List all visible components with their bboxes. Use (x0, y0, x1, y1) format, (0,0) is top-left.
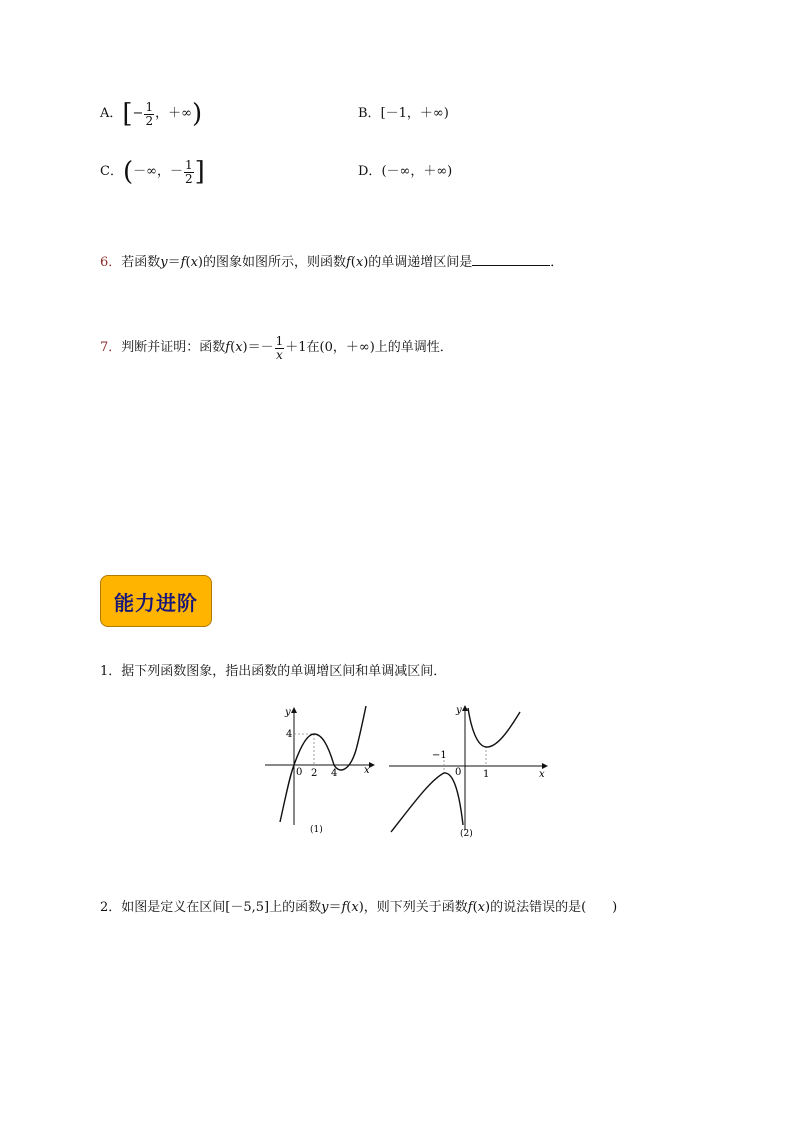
option-a-sign: − (132, 106, 144, 121)
graph-2 (385, 700, 555, 842)
option-c[interactable] (100, 158, 205, 186)
graph-1-tick-x1: 2 (311, 768, 318, 779)
graph-2-caption: (2) (460, 829, 473, 839)
p2-var-2: f (341, 900, 347, 915)
q6-text-5: ( (350, 255, 356, 270)
option-d-text: (－∞，＋∞) (381, 164, 453, 179)
question-6-number: 6． (100, 255, 122, 270)
q6-var-3: x (190, 255, 198, 270)
graph-1-x-label: x (364, 765, 370, 776)
option-a-open-bracket: [ (122, 99, 133, 129)
q7-fraction (275, 335, 285, 362)
question-7 (100, 332, 453, 364)
p2-var-4: f (467, 900, 473, 915)
q6-end: ． (550, 255, 564, 270)
graph-2-y-label: y (456, 705, 462, 716)
option-a-numerator: 1 (145, 99, 154, 114)
q6-text-6: )的单调递增区间是 (363, 255, 473, 270)
graph-2-tick-x: 1 (483, 769, 490, 780)
q6-var-2: f (180, 255, 186, 270)
problem-2 (100, 900, 617, 916)
p2-text-4: )，则下列关于函数 (358, 900, 468, 915)
q6-text-2: ＝ (167, 255, 181, 270)
p2-text-5: ( (472, 900, 478, 915)
p2-var-1: y (321, 900, 329, 915)
graph-2-curve-right (468, 708, 520, 747)
option-b-text: [－1，＋∞) (380, 106, 449, 121)
q7-text-3: )＝－ (242, 340, 274, 355)
graph-2-origin: 0 (455, 767, 462, 778)
problem-1-text: 1．据下列函数图象，指出函数的单调增区间和单调减区间． (100, 664, 447, 679)
option-c-fraction (184, 159, 194, 186)
q6-var-5: x (355, 255, 364, 270)
graph-1-y-label: y (285, 707, 291, 718)
option-a-denominator: 2 (145, 113, 154, 128)
q7-denominator: x (276, 347, 283, 362)
option-a-close-bracket: ) (191, 99, 203, 129)
p2-text-1: 2．如图是定义在区间[－5,5]上的函数 (100, 900, 322, 915)
q6-text-1: 若函数 (121, 255, 161, 270)
option-b[interactable] (358, 106, 449, 122)
problem-1 (100, 664, 446, 680)
option-c-denominator: 2 (184, 171, 193, 186)
q7-var-2: x (235, 340, 243, 355)
graph-2-tick-neg: −1 (432, 750, 447, 761)
graph-2-x-label: x (539, 769, 545, 780)
option-a-label: A． (100, 106, 123, 121)
graph-1-caption: (1) (310, 825, 323, 835)
option-c-numerator: 1 (184, 157, 193, 172)
q7-text-1: 判断并证明：函数 (121, 340, 226, 355)
question-6 (100, 253, 563, 271)
p2-var-3: x (351, 900, 359, 915)
q7-numerator: 1 (275, 333, 284, 348)
option-c-open-bracket: ( (122, 157, 134, 187)
p2-text-3: ( (346, 900, 352, 915)
q7-text-2: ( (230, 340, 236, 355)
graph-1-tick-y: 4 (286, 729, 293, 740)
section-badge (100, 575, 212, 627)
graph-1 (262, 700, 382, 840)
q6-text-3: ( (185, 255, 191, 270)
option-c-head: －∞，－ (133, 164, 183, 179)
q6-answer-blank[interactable] (472, 253, 550, 266)
option-c-label: C． (100, 164, 123, 179)
p2-var-5: x (477, 900, 486, 915)
q7-var-1: f (225, 340, 231, 355)
graph-1-tick-x2: 4 (331, 768, 338, 779)
option-d-label: D． (358, 164, 382, 179)
q6-text-4: )的图象如图所示，则函数 (197, 255, 346, 270)
question-7-number: 7． (100, 340, 122, 355)
option-b-label: B． (358, 106, 381, 121)
option-a-fraction (144, 101, 154, 128)
q6-var-4: f (345, 255, 351, 270)
option-d[interactable] (358, 164, 452, 180)
option-a-tail: ，＋∞ (155, 106, 192, 121)
section-title: 能力进阶 (114, 590, 198, 615)
q6-var-1: y (160, 255, 168, 270)
p2-text-2: ＝ (328, 900, 342, 915)
p2-text-6: )的说法错误的是( ) (485, 900, 618, 915)
graph-1-curve (280, 706, 366, 822)
graph-2-curve-left (391, 773, 463, 832)
q7-text-4: ＋1在(0，＋∞)上的单调性． (285, 340, 453, 355)
graph-1-origin: 0 (296, 767, 303, 778)
option-c-close-bracket: ] (194, 157, 205, 187)
option-a[interactable] (100, 100, 202, 128)
